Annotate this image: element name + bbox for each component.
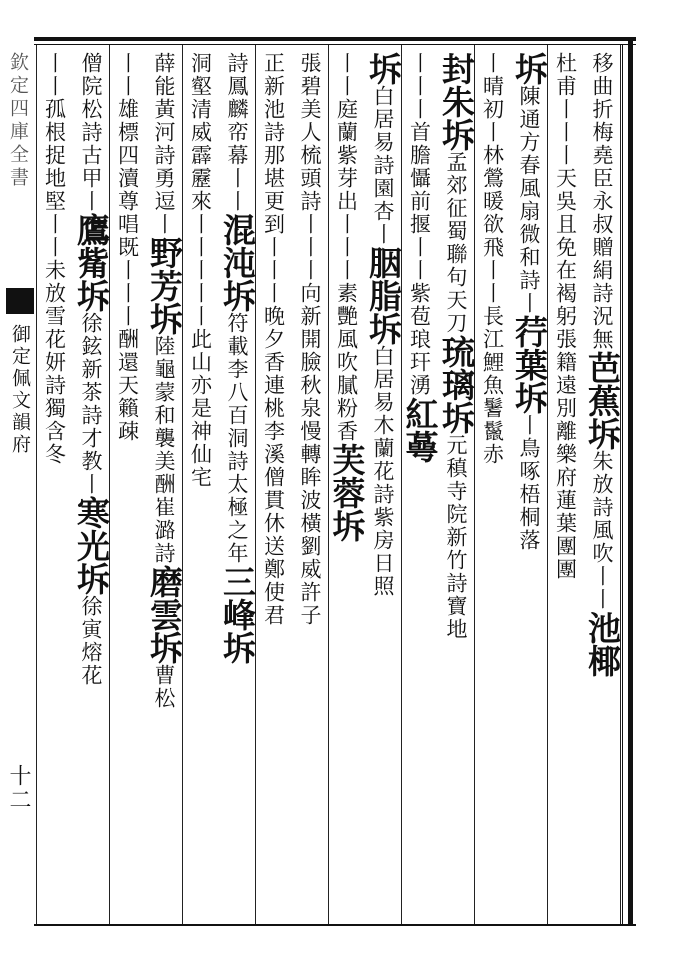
column-text: 洞壑清威霹靂來 (188, 52, 213, 213)
column-text: 丨丨長江鯉魚鬐鬣赤 (480, 259, 505, 466)
headword: 坼 (145, 631, 184, 664)
fold-book-title: 御定佩文韻府 (9, 324, 31, 456)
frame-top-border (34, 37, 636, 41)
headword: 坼 (218, 631, 257, 664)
column-text: 陸龜蒙和襲美酬崔潞詩 (152, 335, 176, 565)
column-text: 丨丨丨素艷風吹膩粉香 (334, 213, 359, 443)
column-text: 杜甫丨丨丨天吳且免在褐躬 (553, 52, 578, 328)
column-text: 徐鉉新茶詩才教丨 (79, 312, 103, 496)
headword: 坼 (218, 279, 257, 312)
column-text: 陳通方春風扇微和詩丨 (517, 85, 541, 315)
text-column (256, 52, 291, 916)
column-text: 丨晴初丨林鶯暖欲飛 (480, 52, 505, 259)
column-text: 元稹寺院新竹詩寶地 (444, 434, 468, 641)
column-text: 移曲折梅堯臣永叔贈絹詩況無 (590, 52, 614, 351)
text-column (439, 52, 474, 916)
column-text: 丨丨庭蘭紫芽出 (334, 52, 359, 213)
text-column (548, 52, 583, 916)
headword: 坼 (72, 279, 111, 312)
text-column (147, 52, 182, 916)
headword: 封朱 (437, 52, 476, 118)
column-text: 符載李八百洞詩太極之年 (225, 312, 249, 565)
headword: 坼 (327, 509, 367, 542)
headword: 坼 (364, 312, 403, 345)
column-text: 張碧美人梳頭詩丨丨丨向新開臉秋泉慢轉眸波橫劉威許子 (298, 52, 322, 627)
headword: 椰 (583, 644, 622, 677)
fold-upper-title: 欽定四庫全書 (7, 52, 29, 190)
headword: 磨雲 (145, 565, 184, 631)
column-rule (620, 45, 621, 924)
text-column (585, 52, 620, 916)
fold-page-number: 十二 (6, 764, 31, 812)
headword: 坼 (72, 562, 111, 595)
headword: 鷹觜 (72, 213, 111, 279)
headword: 野芳 (145, 236, 184, 302)
column-text: 朱放詩風吹丨丨 (590, 450, 614, 611)
headword: 紅蕚 (400, 397, 440, 463)
center-fold (2, 44, 32, 924)
column-text: 丨鳥啄梧桐落 (517, 414, 541, 552)
fish-tail-mark (6, 288, 34, 314)
headword: 芙蓉 (327, 443, 367, 509)
headword: 坼 (510, 381, 549, 414)
frame-right-inner-border (622, 44, 623, 924)
column-text: 詩鳳麟帟幕丨丨 (225, 52, 249, 213)
column-text: 曹松 (152, 664, 176, 710)
headword: 坼 (145, 302, 184, 335)
column-text: 正新池詩那堪更到丨丨丨晚夕香連桃李溪僧貫休送鄭使君 (261, 52, 286, 627)
text-column (400, 52, 440, 916)
column-text: 孟郊征蜀聯句天刀 (444, 151, 468, 335)
text-column (475, 52, 510, 916)
column-text: 白居易木蘭花詩紫房日照 (371, 345, 395, 598)
text-column (110, 52, 145, 916)
text-column (293, 52, 328, 916)
headword: 三峰 (218, 565, 257, 631)
column-text: 唱既丨丨丨酬還天籟疎 (115, 213, 140, 443)
column-text: 丨丨丨丨丨此山亦是神仙宅 (188, 213, 213, 489)
text-column (37, 52, 72, 916)
headword: 坼 (437, 401, 476, 434)
headword: 池 (583, 611, 622, 644)
headword: 胭脂 (364, 246, 403, 312)
column-text: 丨丨丨首膽懾前揠 (407, 52, 432, 236)
headword: 混沌 (218, 213, 257, 279)
headword: 坼 (437, 118, 476, 151)
frame-bottom-border (34, 924, 636, 926)
headword: 荇葉 (510, 315, 549, 381)
column-text: 丨丨孤根捉地堅 (42, 52, 67, 213)
frame-right-border (628, 37, 633, 926)
headword: 坼 (364, 52, 403, 85)
column-text: 薛能黃河詩勇逗丨 (152, 52, 176, 236)
column-text: 詩獨含冬 (42, 374, 67, 466)
headword: 琉璃 (437, 335, 476, 401)
column-text: 徐寅熔花 (79, 595, 103, 687)
text-column (512, 52, 547, 916)
headword: 坼 (510, 52, 549, 85)
column-text: 白居易詩園杏丨 (371, 85, 395, 246)
column-text: 僧院松詩古甲丨 (79, 52, 103, 213)
text-column (327, 52, 367, 916)
column-text: 丨丨未放雪花妍 (42, 213, 67, 374)
column-text: 丨丨紫苞琅玕湧 (407, 236, 432, 397)
text-column (183, 52, 218, 916)
text-column (74, 52, 109, 916)
headword: 坼 (583, 417, 622, 450)
headword: 芭蕉 (583, 351, 622, 417)
frame-top-inner-border (34, 44, 636, 45)
column-text: 丨丨雄標四瀆尊 (115, 52, 140, 213)
text-column (220, 52, 255, 916)
column-text: 張籍遠別離樂府蓮葉團團 (553, 328, 578, 581)
headword: 寒光 (72, 496, 111, 562)
text-column (366, 52, 401, 916)
